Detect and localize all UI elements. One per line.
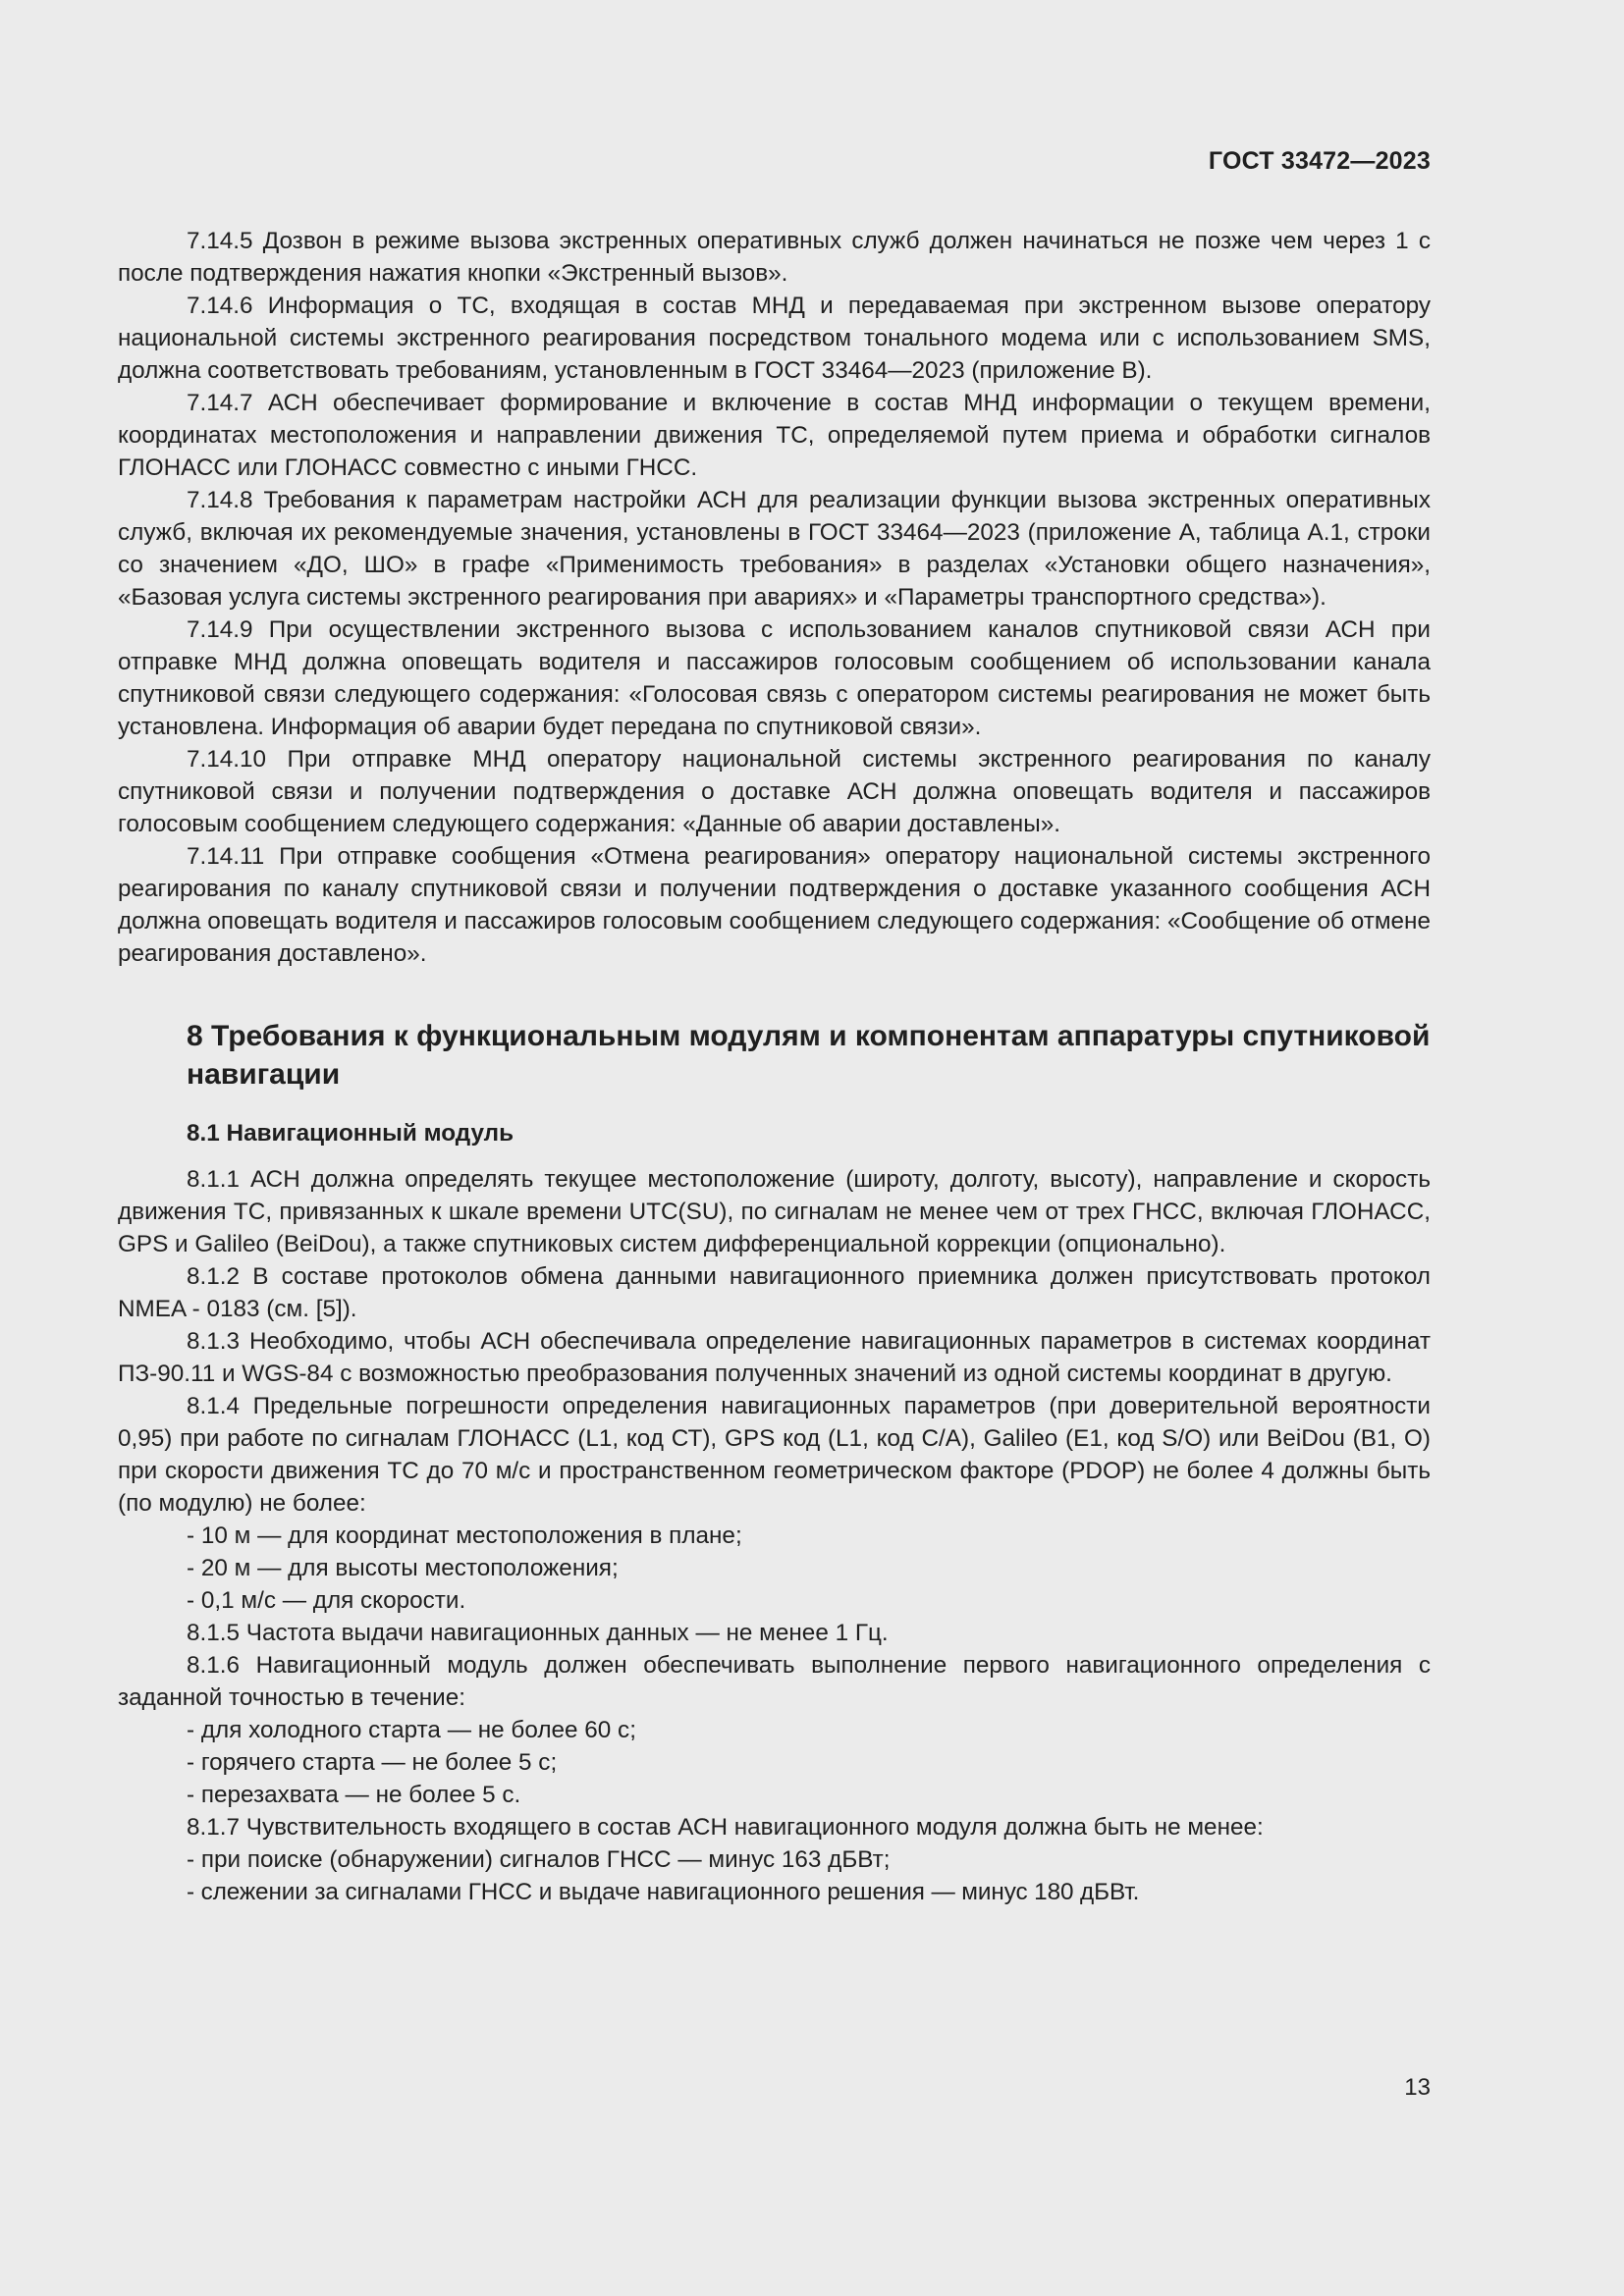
paragraph-7-14-7: 7.14.7 АСН обеспечивает формирование и включение в состав МНД информации о текущем времени, координатах местоположения и направлении движения ТС, определяемой путем приема и обработки сигналов ГЛОНАСС или ГЛОНАСС совместно с иными ГНСС.: [118, 390, 1431, 481]
paragraph-8-1-4: 8.1.4 Предельные погрешности определения навигационных параметров (при доверительной вероятности 0,95) при работе по сигналам ГЛОНАСС (L1, код СТ), GPS код (L1, код C/A), Galileo (E1, код S/O) или BeiDou (B1, O) при скорости движения ТС до 70 м/с и пространственном геометрическом факторе (PDOP) не более 4 должны быть (по модулю) не более:: [118, 1393, 1431, 1517]
paragraph-7-14-9: 7.14.9 При осуществлении экстренного вызова с использованием каналов спутниковой связи АСН при отправке МНД должна оповещать водителя и пассажиров голосовым сообщением об использовании канала спутниковой связи следующего содержания: «Голосовая связь с оператором системы реагирования не может быть установлена. Информация об аварии будет передана по спутниковой связи».: [118, 616, 1431, 740]
list-item: - перезахвата — не более 5 с.: [187, 1782, 521, 1808]
section-8-heading: 8 Требования к функциональным модулям и компонентам аппаратуры спутниковой навигации: [187, 1020, 1431, 1091]
paragraph-7-14-11: 7.14.11 При отправке сообщения «Отмена реагирования» оператору национальной системы экстренного реагирования по каналу спутниковой связи и получении подтверждения о доставке указанного сообщения АСН должна оповещать водителя и пассажиров голосовым сообщением следующего содержания: «Сообщение об отмене реагирования доставлено».: [118, 843, 1431, 967]
list-item: - слежении за сигналами ГНСС и выдаче навигационного решения — минус 180 дБВт.: [187, 1879, 1140, 1905]
document-code-header: ГОСТ 33472—2023: [1208, 147, 1431, 175]
list-item: - 0,1 м/с — для скорости.: [187, 1587, 466, 1614]
paragraph-8-1-7: 8.1.7 Чувствительность входящего в состав АСН навигационного модуля должна быть не менее:: [187, 1814, 1264, 1841]
list-item: - для холодного старта — не более 60 с;: [187, 1717, 636, 1743]
page-number: 13: [1404, 2074, 1431, 2101]
paragraph-7-14-10: 7.14.10 При отправке МНД оператору национальной системы экстренного реагирования по каналу спутниковой связи и получении подтверждения о доставке АСН должна оповещать водителя и пассажиров голосовым сообщением следующего содержания: «Данные об аварии доставлены».: [118, 746, 1431, 837]
paragraph-8-1-6: 8.1.6 Навигационный модуль должен обеспечивать выполнение первого навигационного определения с заданной точностью в течение:: [118, 1652, 1431, 1711]
paragraph-7-14-6: 7.14.6 Информация о ТС, входящая в состав МНД и передаваемая при экстренном вызове оператору национальной системы экстренного реагирования посредством тонального модема или с использованием SMS, должна соответствовать требованиям, установленным в ГОСТ 33464—2023 (приложение В).: [118, 293, 1431, 384]
subsection-8-1-heading: 8.1 Навигационный модуль: [187, 1120, 514, 1147]
list-item: - 20 м — для высоты местоположения;: [187, 1555, 619, 1581]
paragraph-8-1-3: 8.1.3 Необходимо, чтобы АСН обеспечивала определение навигационных параметров в системах координат ПЗ-90.11 и WGS-84 с возможностью преобразования полученных значений из одной системы координат в другую.: [118, 1328, 1431, 1387]
list-item: - 10 м — для координат местоположения в плане;: [187, 1522, 742, 1549]
paragraph-8-1-1: 8.1.1 АСН должна определять текущее местоположение (широту, долготу, высоту), направление и скорость движения ТС, привязанных к шкале времени UTC(SU), по сигналам не менее чем от трех ГНСС, включая ГЛОНАСС, GPS и Galileo (BeiDou), а также спутниковых систем дифференциальной коррекции (опционально).: [118, 1166, 1431, 1257]
paragraph-8-1-5: 8.1.5 Частота выдачи навигационных данных — не менее 1 Гц.: [187, 1620, 889, 1646]
list-item: - при поиске (обнаружении) сигналов ГНСС — минус 163 дБВт;: [187, 1846, 891, 1873]
document-body: [118, 225, 1431, 1908]
list-item: - горячего старта — не более 5 с;: [187, 1749, 558, 1776]
paragraph-7-14-5: 7.14.5 Дозвон в режиме вызова экстренных оперативных служб должен начинаться не позже чем через 1 с после подтверждения нажатия кнопки «Экстренный вызов».: [118, 228, 1431, 287]
paragraph-8-1-2: 8.1.2 В составе протоколов обмена данными навигационного приемника должен присутствовать протокол NMEA - 0183 (см. [5]).: [118, 1263, 1431, 1322]
paragraph-7-14-8: 7.14.8 Требования к параметрам настройки АСН для реализации функции вызова экстренных оперативных служб, включая их рекомендуемые значения, установлены в ГОСТ 33464—2023 (приложение А, таблица А.1, строки со значением «ДО, ШО» в графе «Применимость требования» в разделах «Установки общего назначения», «Базовая услуга системы экстренного реагирования при авариях» и «Параметры транспортного средства»).: [118, 487, 1431, 611]
